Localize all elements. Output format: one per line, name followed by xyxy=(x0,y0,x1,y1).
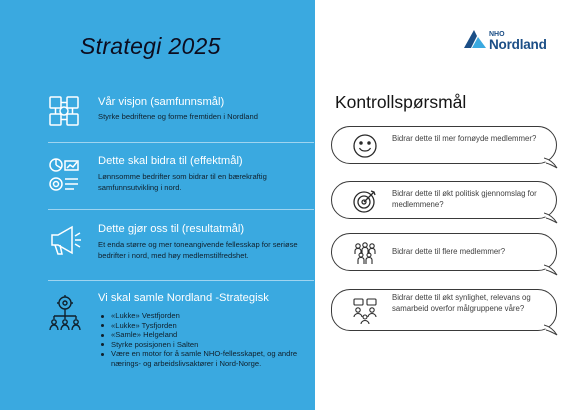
section-text: Lønnsomme bedrifter som bidrar til en bærekraftig samfunnsutvikling i nord. xyxy=(98,172,267,192)
question-text: Bidrar dette til mer fornøyde medlemmer? xyxy=(392,134,537,143)
target-icon xyxy=(352,188,378,219)
brand-prefix: NHO xyxy=(489,31,505,38)
list-item: «Lukke» Vestfjorden xyxy=(98,311,308,321)
discussion-icon xyxy=(352,297,378,330)
question-text: Bidrar dette til økt synlighet, relevans og samarbeid overfor målgruppene våre? xyxy=(392,293,531,313)
bubble-tail xyxy=(544,263,558,281)
question-bubble xyxy=(331,289,557,331)
smiley-icon xyxy=(352,133,378,164)
section-heading: Dette gjør oss til (resultatmål) xyxy=(98,223,245,235)
question-bubble xyxy=(331,126,557,164)
nho-logo-icon xyxy=(463,28,487,55)
bubble-tail xyxy=(544,211,558,229)
section-heading: Vi skal samle Nordland -Strategisk xyxy=(98,292,269,304)
kontroll-heading: Kontrollspørsmål xyxy=(335,92,467,112)
list-item: «Lukke» Tysfjorden xyxy=(98,321,308,331)
list-item: Styrke posisjonen i Salten xyxy=(98,340,308,350)
brand-name: Nordland xyxy=(489,37,547,52)
bubble-tail xyxy=(544,156,558,174)
puzzle-vision-icon xyxy=(47,94,81,128)
page-title: Strategi 2025 xyxy=(80,33,221,59)
question-text: Bidrar dette til økt politisk gjennomslag for medlemmene? xyxy=(392,189,537,209)
section-text: Et enda større og mer toneangivende fellesskap for seriøse bedrifter i nord, med høy medlemstilfredshet. xyxy=(98,240,298,260)
question-text: Bidrar dette til flere medlemmer? xyxy=(392,247,506,256)
question-bubble xyxy=(331,233,557,271)
list-item: Være en motor for å samle NHO-fellesskapet, og andre nærings- og arbeidslivsaktører i Nord-Norge. xyxy=(98,349,308,368)
section-divider xyxy=(48,280,314,281)
megaphone-icon xyxy=(47,222,83,258)
section-divider xyxy=(48,142,314,143)
team-strategy-icon xyxy=(46,294,84,332)
list-item: «Samle» Helgeland xyxy=(98,330,308,340)
section-text: Styrke bedriftene og forme fremtiden i Nordland xyxy=(98,112,258,121)
section-divider xyxy=(48,209,314,210)
crowd-icon xyxy=(352,240,378,271)
bubble-tail xyxy=(544,323,558,341)
question-bubble xyxy=(331,181,557,219)
section-heading: Vår visjon (samfunnsmål) xyxy=(98,96,225,108)
analytics-icon xyxy=(47,157,81,193)
section-heading: Dette skal bidra til (effektmål) xyxy=(98,155,243,167)
strategy-bullet-list xyxy=(98,311,308,369)
